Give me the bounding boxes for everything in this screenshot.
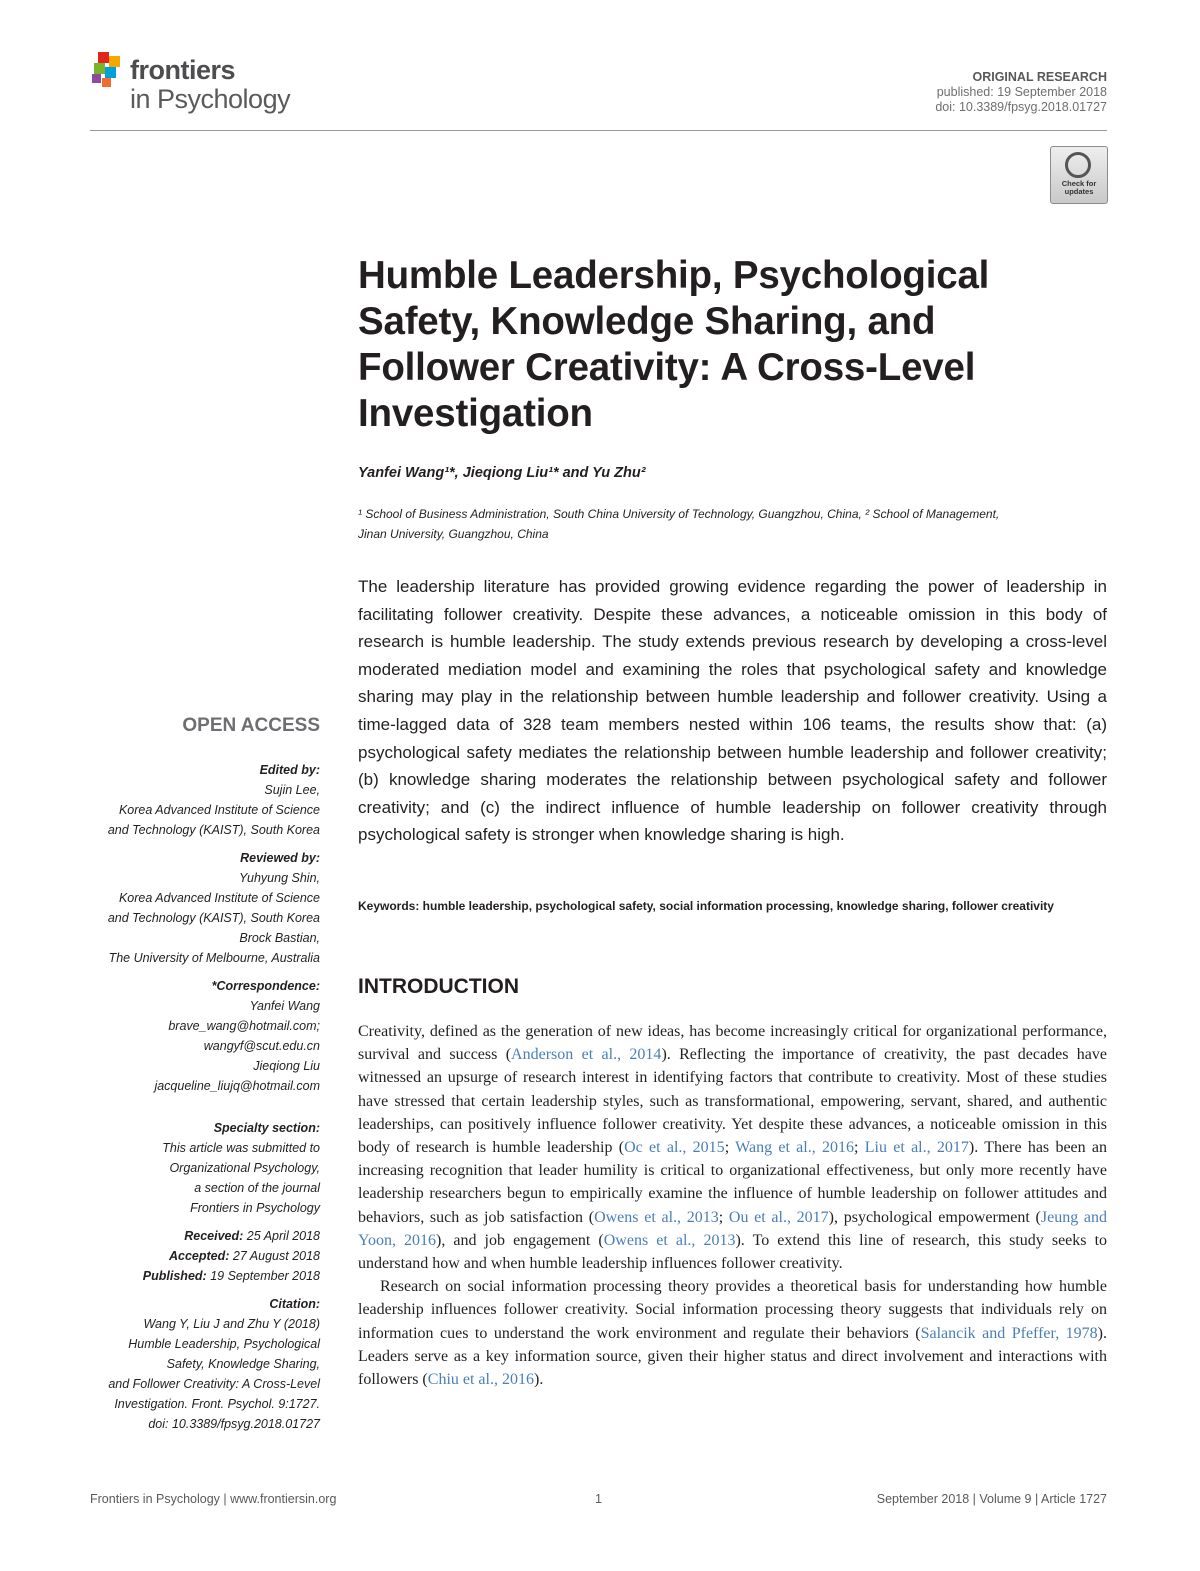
open-access-label: OPEN ACCESS bbox=[182, 715, 320, 736]
keywords: Keywords: humble leadership, psychological safety, social information processing, knowledge sharing, follower creativity bbox=[358, 899, 1054, 913]
citation-link[interactable]: Owens et al., 2013 bbox=[594, 1208, 719, 1226]
reviewed-by: Reviewed by: Yuhyung Shin, Korea Advanced Institute of Science and Technology (KAIST), South Korea Brock Bastian, The University of Melbourne, Australia bbox=[107, 851, 320, 965]
intro-paragraph: Research on social information processing theory provides a theoretical basis for understanding how humble leadership influences follower creativity. Social information processing theory suggests that individuals rely on information cues to understand the work environment and regulate their behaviors (Salancik and Pfeffer, 1978). Leaders serve as a key information source, given their higher status and direct involvement and interactions with followers (Chiu et al., 2016). bbox=[358, 1278, 1107, 1389]
frontiers-logo-icon bbox=[90, 50, 130, 100]
correspondence: *Correspondence: Yanfei Wang brave_wang@hotmail.com; wangyf@scut.edu.cn Jieqiong Liu jacqueline_liujq@hotmail.com bbox=[60, 976, 320, 1096]
article-title: Humble Leadership, Psychological Safety, Knowledge Sharing, and Follower Creativity: A Cross-Level Investigation bbox=[358, 254, 990, 435]
article-meta bbox=[935, 70, 1107, 115]
article-dates: Received: 25 April 2018 Accepted: 27 August 2018 Published: 19 September 2018 bbox=[142, 1229, 320, 1283]
affiliations: ¹ School of Business Administration, South China University of Technology, Guangzhou, China, ² School of Management, Jinan University, Guangzhou, China bbox=[358, 507, 1000, 541]
doi[interactable]: doi: 10.3389/fpsyg.2018.01727 bbox=[935, 100, 1107, 114]
intro-paragraph: Creativity, defined as the generation of new ideas, has become increasingly critical for organizational performance, survival and success (Anderson et al., 2014). Reflecting the importance of creativity, the past decades have witnessed an upsurge of research interest in identifying factors that contribute to creativity. Most of these studies have stressed that certain leadership styles, such as transformational, empowering, servant, shared, and authentic leaderships, can positively influence follower creativity. Yet despite these advances, a noticeable omission in this body of research is humble leadership (Oc et al., 2015; Wang et al., 2016; Liu et al., 2017). There has been an increasing recognition that leader humility is critical to organizational effectiveness, but only more recently have leadership researchers begun to empirically examine the influence of humble leadership on follower attitudes and behaviors, such as job satisfaction (Owens et al., 2013; Ou et al., 2017), psychological empowerment (Jeung and Yoon, 2016), and job engagement (Owens et al., 2013). To extend this line of research, this study seeks to understand how and when humble leadership influences follower creativity. bbox=[358, 1023, 1108, 1273]
check-for-updates-badge[interactable] bbox=[1050, 146, 1108, 204]
header-divider bbox=[90, 130, 1107, 131]
authors: Yanfei Wang¹*, Jieqiong Liu¹* and Yu Zhu² bbox=[358, 465, 646, 481]
abstract: The leadership literature has provided growing evidence regarding the power of leadership in facilitating follower creativity. Despite these advances, a noticeable omission in this body of research is humble leadership. The study extends previous research by developing a cross-level moderated mediation model and examining the roles that psychological safety and knowledge sharing may play in the relationship between humble leadership and follower creativity. Using a time-lagged data of 328 team members nested within 106 teams, the results show that: (a) psychological safety mediates the relationship between humble leadership and follower creativity; (b) knowledge sharing moderates the relationship between psychological safety and follower creativity; and (c) the indirect influence of humble leadership on follower creativity through psychological safety is stronger when knowledge sharing is high. bbox=[358, 577, 1107, 845]
citation-link[interactable]: Jeung and Yoon, 2016 bbox=[358, 1208, 1107, 1249]
specialty-section: Specialty section: This article was submitted to Organizational Psychology, a section of the journal Frontiers in Psychology bbox=[162, 1121, 320, 1215]
citation-link[interactable]: Owens et al., 2013 bbox=[603, 1231, 736, 1249]
introduction-body bbox=[358, 1020, 1107, 1391]
citation-link[interactable]: Ou et al., 2017 bbox=[728, 1208, 829, 1226]
citation-link[interactable]: Chiu et al., 2016 bbox=[427, 1371, 534, 1389]
logo-text-bottom: in Psychology bbox=[130, 84, 291, 114]
check-updates-label: Check for updates bbox=[1061, 179, 1097, 196]
email-link[interactable]: wangyf@scut.edu.cn bbox=[203, 1039, 320, 1053]
article-sidebar bbox=[60, 760, 320, 1442]
citation-link[interactable]: Wang et al., 2016 bbox=[735, 1139, 855, 1157]
logo-text-top: frontiers bbox=[130, 55, 236, 85]
citation-link[interactable]: Oc et al., 2015 bbox=[624, 1139, 725, 1157]
citation-link[interactable]: Liu et al., 2017 bbox=[864, 1139, 969, 1157]
page-number: 1 bbox=[595, 1492, 602, 1506]
edited-by: Edited by: Sujin Lee, Korea Advanced Institute of Science and Technology (KAIST), South Korea bbox=[107, 763, 320, 837]
footer-issue: September 2018 | Volume 9 | Article 1727 bbox=[876, 1492, 1107, 1506]
footer-journal[interactable]: Frontiers in Psychology | www.frontiersin.org bbox=[90, 1492, 337, 1506]
published-date: published: 19 September 2018 bbox=[936, 85, 1107, 99]
section-heading-introduction: INTRODUCTION bbox=[358, 975, 519, 998]
email-link[interactable]: brave_wang@hotmail.com; bbox=[168, 1019, 320, 1033]
email-link[interactable]: jacqueline_liujq@hotmail.com bbox=[154, 1079, 320, 1093]
citation: Citation: Wang Y, Liu J and Zhu Y (2018) Humble Leadership, Psychological Safety, Knowledge Sharing, and Follower Creativity: A Cross-Level Investigation. Front. Psychol. 9:1727. doi: 10.3389/fpsyg.2018.01727 bbox=[108, 1297, 320, 1431]
journal-logo bbox=[90, 50, 330, 125]
citation-link[interactable]: Anderson et al., 2014 bbox=[511, 1046, 662, 1064]
article-type: ORIGINAL RESEARCH bbox=[972, 70, 1107, 84]
check-updates-icon bbox=[1065, 152, 1091, 178]
citation-link[interactable]: Salancik and Pfeffer, 1978 bbox=[920, 1324, 1098, 1342]
